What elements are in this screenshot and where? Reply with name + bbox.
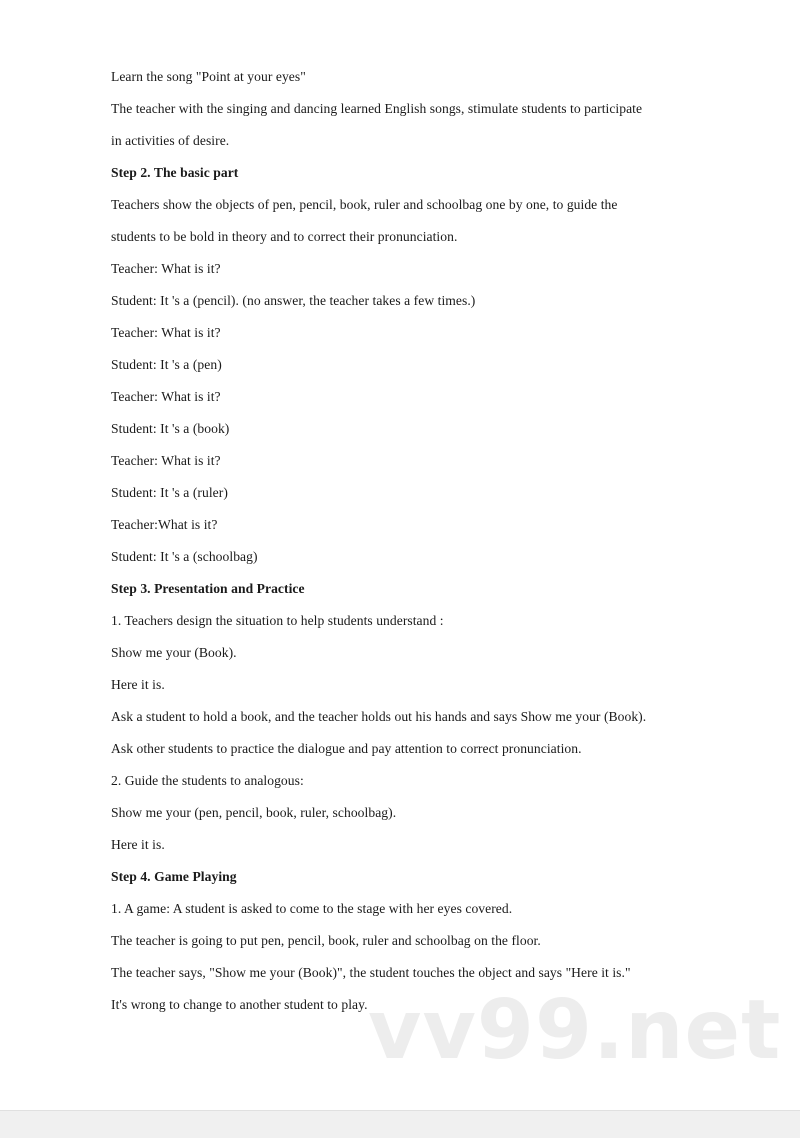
text-line: Teacher: What is it?	[111, 389, 221, 404]
watermark: vv99.net	[368, 983, 782, 1078]
text-line: 1. Teachers design the situation to help students understand :	[111, 613, 444, 628]
text-line: Teacher: What is it?	[111, 453, 221, 468]
text-line: Student: It 's a (ruler)	[111, 485, 228, 500]
text-line: in activities of desire.	[111, 133, 230, 148]
text-line: Ask other students to practice the dialogue and pay attention to correct pronunciation.	[111, 741, 582, 756]
text-line: Student: It 's a (pencil). (no answer, the teacher takes a few times.)	[111, 293, 476, 308]
text-line: Teacher: What is it?	[111, 261, 221, 276]
text-line: The teacher is going to put pen, pencil, book, ruler and schoolbag on the floor.	[111, 933, 541, 948]
text-line: Student: It 's a (pen)	[111, 357, 222, 372]
text-line: The teacher with the singing and dancing learned English songs, stimulate students to participate	[111, 101, 643, 116]
text-line: Teachers show the objects of pen, pencil, book, ruler and schoolbag one by one, to guide the	[111, 197, 618, 212]
text-line: Here it is.	[111, 837, 165, 852]
section-heading: Step 3. Presentation and Practice	[111, 581, 305, 596]
text-line: It's wrong to change to another student to play.	[111, 997, 368, 1012]
text-line: Ask a student to hold a book, and the teacher holds out his hands and says Show me your (Book).	[111, 709, 647, 724]
text-line: students to be bold in theory and to correct their pronunciation.	[111, 229, 458, 244]
text-line: The teacher says, "Show me your (Book)", the student touches the object and says "Here it is."	[111, 965, 631, 980]
section-heading: Step 4. Game Playing	[111, 869, 237, 884]
text-line: Student: It 's a (schoolbag)	[111, 549, 258, 564]
text-line: Teacher: What is it?	[111, 325, 221, 340]
text-line: Show me your (Book).	[111, 645, 237, 660]
text-line: Here it is.	[111, 677, 165, 692]
text-line: Show me your (pen, pencil, book, ruler, schoolbag).	[111, 805, 397, 820]
text-line: Teacher:What is it?	[111, 517, 218, 532]
viewer-bottom-bar	[0, 1110, 800, 1138]
document-body	[111, 66, 731, 1026]
section-heading: Step 2. The basic part	[111, 165, 239, 180]
text-line: Learn the song "Point at your eyes"	[111, 69, 306, 84]
text-line: Student: It 's a (book)	[111, 421, 230, 436]
text-line: 2. Guide the students to analogous:	[111, 773, 304, 788]
text-line: 1. A game: A student is asked to come to the stage with her eyes covered.	[111, 901, 513, 916]
